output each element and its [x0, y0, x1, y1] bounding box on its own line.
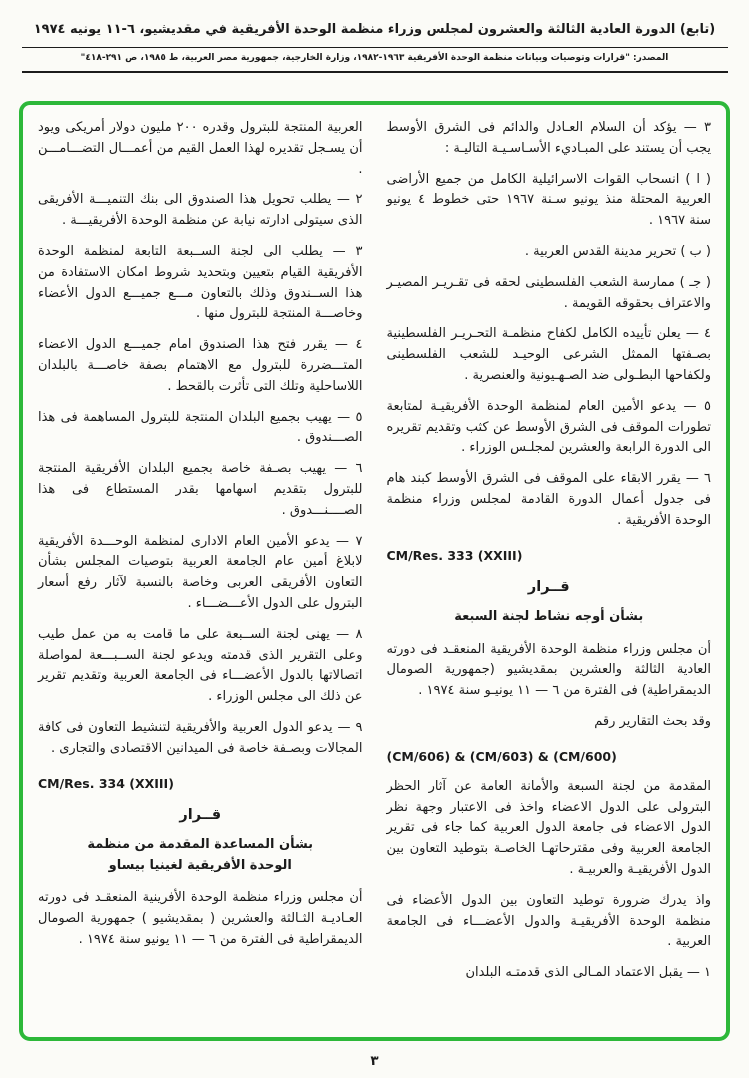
paragraph: ٤ — يقرر فتح هذا الصندوق امام جميـــع الدول الاعضاء المتـــضررة للبترول مع الاهتمام بصفة خاصـــة بالبلدان اللاساحلية وتلك التى تأثرت بالقحط . — [38, 337, 363, 394]
paragraph: ٦ — يقرر الابقاء على الموقف فى الشرق الأوسط كبند هام فى جدول أعمال الدورة القادمة لمجلس وزراء منظمة الوحدة الأفريقية . — [386, 471, 711, 528]
paragraph: أن مجلس وزراء منظمة الوحدة الأفرينية المنعقـد فى دورته العـاديـة الثـالثة والعشرين ( بمقديشيو ) جمهورية الصومال الديمقراطية فى الفترة من ٦ — ١١ يونيو سنة ١٩٧٤ . — [38, 890, 363, 947]
column-right — [387, 118, 712, 1027]
paragraph: CM/Res. 334 (XXIII) — [38, 775, 174, 791]
paragraph: ( جـ ) ممارسة الشعب الفلسطينى لحقه فى تقـريـر المصيـر والاعتراف بحقوقه القويمة . — [386, 274, 711, 311]
paragraph: ٧ — يدعو الأمين العام الادارى لمنظمة الوحـــدة الأفريقية لابلاغ أمين عام الجامعة العربية بتوصيات المجلس بشأن التعاون الأفريقى العربى وخاصة بالنسبة لآثار رفع أسعار البترول على الدول الأعـــضـــاء . — [38, 533, 363, 611]
paragraph: ٩ — يدعو الدول العربية والأفريقية لتنشيط التعاون فى كافة المجالات وبصـفة خاصة فى الميدانين الاقتصادى والتجارى . — [38, 719, 363, 756]
paragraph: ٥ — يهيب بجميع البلدان المنتجة للبترول المساهمة فى هذا الصـــندوق . — [38, 409, 363, 446]
paragraph: المقدمة من لجنة السبعة والأمانة العامة عن آثار الحظر البترولى على الدول الاعضاء واخذ فى الاعتبار وجهة نظر الدول الاعضاء فى جامعة الدول العربية كما جاء فى تقرير الجامعة العربية وفى مقترحاتهـا الخاصـة بتوطيد التعاون بين الدول الأفريقيـة والعربيـة . — [386, 778, 711, 877]
paragraph: الوحدة الأفريقية لغينيا بيساو — [108, 857, 292, 873]
header-title: (تابع) الدورة العادية الثالثة والعشرون لمجلس وزراء منظمة الوحدة الأفريقية في مقديشيو، ٦-١١ يونيه ١٩٧٤ — [33, 22, 716, 37]
page-number: ٣ — [370, 1053, 379, 1069]
paragraph: ٥ — يدعو الأمين العام لمنظمة الوحدة الأفريقيـة لمتابعة تطورات الموقف فى الشرق الأوسط عن كثب وتقديم تقريره الى الدورة الرابعة والعشرين لمجلـس الوزراء . — [386, 398, 711, 456]
paragraph: ٦ — يهيب بصـفة خاصة بجميع البلدان الأفريقية المنتجة للبترول بتقديم اسهامها بقدر المستطاع فى هذا الصــــنـــدوق . — [38, 461, 363, 518]
paragraph: بشأن المساعدة المقدمة من منظمة — [87, 836, 314, 852]
paragraph: بشأن أوجه نشاط لجنة السبعة — [454, 608, 644, 624]
green-content-frame — [19, 101, 730, 1041]
paragraph: ٨ — يهنى لجنة الســبعة على ما قامت به من عمل طيب وعلى التقرير الذى قدمته ويدعو لجنة الســبـــعة لمواصلة اتصالاتها بالدول الأعضـــاء فى الجامعة العربية وتقديم تقرير عن ذلك الى مجلس الوزراء . — [38, 626, 363, 705]
page-header — [0, 0, 749, 73]
paragraph: واذ يدرك ضرورة توطيد التعاون بين الدول الأعضاء فى منظمة الوحدة الأفريقيـة والدول الأعضـــاء فى الجامعة العربية . — [386, 892, 711, 950]
paragraph: وقد بحث التقارير رقم — [594, 713, 711, 729]
paragraph: العربية المنتجة للبترول وقدره ٢٠٠ مليون دولار أمريكى ويود أن يسـجل تقديره لهذا العمل القيم من أعمـــال التضـــامـــن . — [38, 120, 363, 177]
header-source-note: المصدر: "قرارات وتوصيات وبيانات منظمة الوحدة الأفريقية ١٩٦٣-١٩٨٢، وزارة الخارجية، جمهورية مصر العربية، ط ١٩٨٥، ص ٢٩١-٤١٨" — [80, 52, 669, 63]
paragraph: ( ا ) انسحاب القوات الاسرائيلية الكامل من جميع الأراضى العربية المحتلة منذ يونيو سـنة ١٩٦٧ حتى خطوط ٤ يونيو سنة ١٩٦٧ . — [386, 171, 711, 229]
paragraph: ( ب ) تحرير مدينة القدس العربية . — [524, 243, 711, 259]
paragraph: ٣ — يؤكد أن السلام العـادل والدائم فى الشرق الأوسط يجب أن يستند على المبـاديء الأسـاسـيـة التاليـة : — [386, 120, 711, 156]
paragraph: CM/Res. 333 (XXIII) — [386, 547, 523, 563]
paragraph: قــرار — [527, 578, 570, 595]
paragraph: قــرار — [179, 806, 222, 823]
paragraph: ١ — يقبل الاعتماد المـالى الذى قدمتـه البلدان — [465, 965, 711, 981]
paragraph: ٢ — يطلب تحويل هذا الصندوق الى بنك التنميـــة الأفريقى الذى سيتولى ادارته نيابة عن منظمة الوحدة الأفريقيـــة . — [38, 192, 363, 229]
paragraph: ٣ — يطلب الى لجنة الســبعة التابعة لمنظمة الوحدة الأفريقية القيام بتعيين وبتحديد شروط امكان الاستفادة من هذا الســندوق وذلك بالتعاون مـــع جميـــع الدول الأعضاء وخاصـــة المنتجة للبترول منها . — [38, 243, 363, 322]
column-left — [38, 118, 363, 1027]
paragraph: (CM/606) & (CM/603) & (CM/600) — [386, 748, 617, 764]
paragraph: ٤ — يعلن تأييده الكامل لكفاح منظمـة التحـريـر الفلسطينية بصـفتها الممثل الشرعى الوحيـد للشعب الفلسطينى ولكفاحها البطـولى ضد الصـهـيونية والعنصرية . — [386, 326, 711, 383]
header-divider-bottom — [22, 71, 728, 73]
header-divider-top — [22, 47, 728, 48]
two-column-text — [38, 118, 711, 1027]
paragraph: أن مجلس وزراء منظمة الوحدة الأفريقية المنعقـد فى دورته العادية الثالثة والعشرين بمقديشيو (جمهورية الصومال الديمقراطية) فى الفترة من ٦ — ١١ يونيـو سنة ١٩٧٤ . — [386, 641, 711, 699]
